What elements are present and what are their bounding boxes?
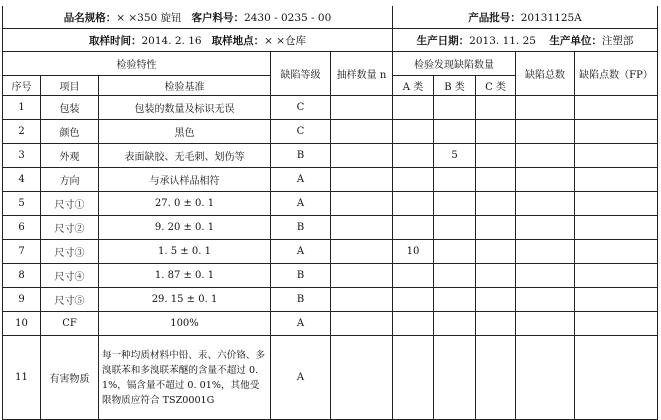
cell-fp <box>575 120 658 144</box>
cell-a: 10 <box>393 240 434 264</box>
table-row <box>3 240 658 264</box>
cell-n <box>331 120 393 144</box>
cell-c <box>476 288 516 312</box>
prod-date-value: 2013. 11. 25 <box>469 34 536 47</box>
batch-value: 20131125A <box>520 11 582 24</box>
cell-basis: 1. 87 ± 0. 1 <box>99 264 271 288</box>
customer-value: 2430 - 0235 - 00 <box>244 11 332 24</box>
cell-a <box>393 312 434 336</box>
col-defect-points: 缺陷点数（FP） <box>575 52 658 96</box>
cell-fp <box>575 144 658 168</box>
cell-b <box>434 264 476 288</box>
cell-n <box>331 216 393 240</box>
cell-a <box>393 216 434 240</box>
cell-item: 尺寸② <box>41 216 99 240</box>
cell-c <box>476 312 516 336</box>
cell-n <box>331 144 393 168</box>
cell-total <box>516 192 575 216</box>
cell-seq: 2 <box>3 120 41 144</box>
cell-a <box>393 96 434 120</box>
cell-b <box>434 120 476 144</box>
cell-total <box>516 216 575 240</box>
cell-basis: 表面缺胶、无毛刺、划伤等 <box>99 144 271 168</box>
cell-item: CF <box>41 312 99 336</box>
table-row <box>3 312 658 336</box>
cell-level: B <box>271 264 331 288</box>
cell-total <box>516 144 575 168</box>
table-row-11 <box>3 336 658 420</box>
cell-basis: 1. 5 ± 0. 1 <box>99 240 271 264</box>
cell-fp <box>575 264 658 288</box>
col-class-a: A 类 <box>393 76 434 96</box>
cell-seq: 9 <box>3 288 41 312</box>
cell-total <box>516 336 575 420</box>
cell-level: A <box>271 168 331 192</box>
batch-label: 产品批号： <box>468 11 521 24</box>
cell-fp <box>575 168 658 192</box>
table-row <box>3 168 658 192</box>
inspection-table <box>2 6 658 420</box>
cell-fp <box>575 336 658 420</box>
place-label: 取样地点： <box>211 34 265 47</box>
cell-c <box>476 216 516 240</box>
cell-seq: 5 <box>3 192 41 216</box>
cell-fp <box>575 216 658 240</box>
cell-seq: 11 <box>3 336 41 420</box>
col-sample-qty: 抽样数量 n <box>331 52 393 96</box>
cell-b <box>434 216 476 240</box>
cell-item: 尺寸④ <box>41 264 99 288</box>
cell-item: 尺寸① <box>41 192 99 216</box>
cell-a <box>393 144 434 168</box>
table-row <box>3 288 658 312</box>
cell-level: A <box>271 312 331 336</box>
unit-label: 生产单位： <box>549 34 602 47</box>
cell-level: B <box>271 288 331 312</box>
cell-basis: 100% <box>99 312 271 336</box>
cell-total <box>516 264 575 288</box>
table-body <box>3 96 658 336</box>
col-class-b: B 类 <box>434 76 476 96</box>
cell-n <box>331 168 393 192</box>
time-label: 取样时间： <box>88 34 142 47</box>
cell-c <box>476 336 516 420</box>
cell-c <box>476 96 516 120</box>
cell-seq: 4 <box>3 168 41 192</box>
cell-c <box>476 240 516 264</box>
cell-a <box>393 336 434 420</box>
cell-total <box>516 120 575 144</box>
cell-basis: 与承认样品相符 <box>99 168 271 192</box>
cell-basis: 9. 20 ± 0. 1 <box>99 216 271 240</box>
cell-total <box>516 96 575 120</box>
cell-b: 5 <box>434 144 476 168</box>
cell-a <box>393 264 434 288</box>
cell-level: B <box>271 216 331 240</box>
cell-level: C <box>271 120 331 144</box>
cell-b <box>434 336 476 420</box>
cell-seq: 8 <box>3 264 41 288</box>
cell-fp <box>575 288 658 312</box>
cell-total <box>516 288 575 312</box>
time-value: 2014. 2. 16 <box>141 34 202 47</box>
cell-n <box>331 240 393 264</box>
col-item: 项目 <box>41 76 99 96</box>
cell-basis: 29. 15 ± 0. 1 <box>99 288 271 312</box>
col-total-defects: 缺陷总数 <box>516 52 575 96</box>
cell-fp <box>575 192 658 216</box>
cell-item: 有害物质 <box>41 336 99 420</box>
spec-value: × ×350 旋钮 <box>116 11 182 24</box>
column-header-row-1 <box>3 52 658 76</box>
col-inspection-characteristics: 检验特性 <box>3 52 271 76</box>
table-row <box>3 216 658 240</box>
cell-level: A <box>271 336 331 420</box>
cell-n <box>331 336 393 420</box>
table-row <box>3 192 658 216</box>
cell-a <box>393 120 434 144</box>
cell-item: 尺寸⑤ <box>41 288 99 312</box>
cell-level: A <box>271 240 331 264</box>
cell-b <box>434 168 476 192</box>
cell-b <box>434 192 476 216</box>
cell-seq: 7 <box>3 240 41 264</box>
header-row-2 <box>3 29 658 52</box>
cell-b <box>434 312 476 336</box>
spec-label: 品名规格： <box>63 11 117 24</box>
col-basis: 检验基准 <box>99 76 271 96</box>
cell-seq: 6 <box>3 216 41 240</box>
cell-level: C <box>271 96 331 120</box>
table-row <box>3 264 658 288</box>
inspection-record-sheet <box>2 6 657 420</box>
cell-c <box>476 192 516 216</box>
cell-total <box>516 240 575 264</box>
cell-c <box>476 168 516 192</box>
cell-c <box>476 120 516 144</box>
unit-value: 注塑部 <box>601 34 634 47</box>
cell-seq: 10 <box>3 312 41 336</box>
cell-level: B <box>271 144 331 168</box>
place-value: × ×仓库 <box>264 34 307 47</box>
cell-total <box>516 312 575 336</box>
cell-n <box>331 192 393 216</box>
table-row <box>3 120 658 144</box>
cell-seq: 1 <box>3 96 41 120</box>
cell-item: 颜色 <box>41 120 99 144</box>
cell-basis: 包装的数量及标识无误 <box>99 96 271 120</box>
col-seq: 序号 <box>3 76 41 96</box>
col-defect-level: 缺陷等级 <box>271 52 331 96</box>
cell-a <box>393 288 434 312</box>
cell-item: 包装 <box>41 96 99 120</box>
table-row <box>3 144 658 168</box>
cell-n <box>331 312 393 336</box>
cell-basis: 每一种均质材料中铅、汞、六价铬、多溴联苯和多溴联苯醚的含量不超过 0. 1%，镉含量不超过 0. 01%，其他受限物质应符合 TSZ0001G <box>99 336 271 420</box>
cell-n <box>331 96 393 120</box>
cell-item: 外观 <box>41 144 99 168</box>
cell-b <box>434 240 476 264</box>
cell-fp <box>575 312 658 336</box>
table-row <box>3 96 658 120</box>
prod-date-label: 生产日期： <box>416 34 470 47</box>
cell-c <box>476 264 516 288</box>
customer-label: 客户料号： <box>191 11 245 24</box>
cell-b <box>434 288 476 312</box>
cell-n <box>331 264 393 288</box>
cell-total <box>516 168 575 192</box>
header-row-1 <box>3 6 658 29</box>
cell-item: 尺寸③ <box>41 240 99 264</box>
cell-seq: 3 <box>3 144 41 168</box>
cell-basis: 27. 0 ± 0. 1 <box>99 192 271 216</box>
col-found-defects: 检验发现缺陷数量 <box>393 52 516 76</box>
cell-a <box>393 168 434 192</box>
cell-basis: 黑色 <box>99 120 271 144</box>
cell-level: A <box>271 192 331 216</box>
cell-b <box>434 96 476 120</box>
cell-fp <box>575 96 658 120</box>
cell-fp <box>575 240 658 264</box>
cell-item: 方向 <box>41 168 99 192</box>
cell-c <box>476 144 516 168</box>
cell-a <box>393 192 434 216</box>
cell-n <box>331 288 393 312</box>
col-class-c: C 类 <box>476 76 516 96</box>
